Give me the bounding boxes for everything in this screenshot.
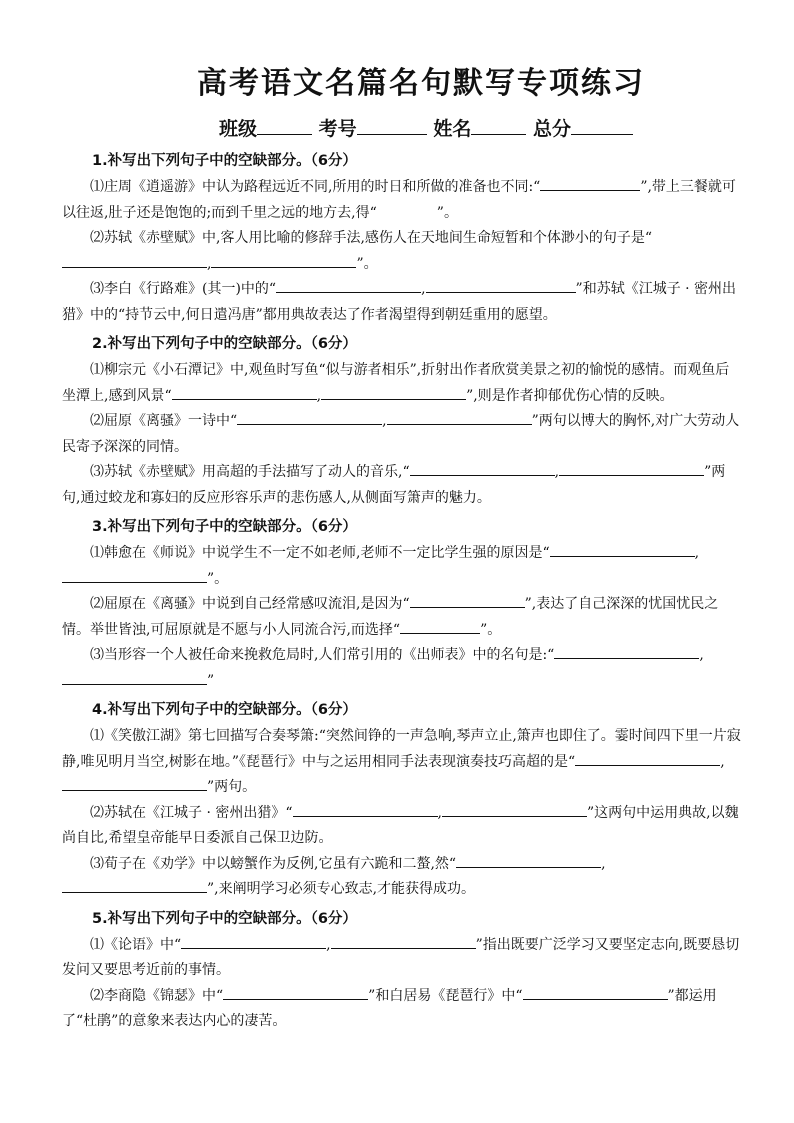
question-1 [62,149,742,328]
answer-blank [540,176,640,191]
answer-blank [575,751,720,766]
class-label: 班级 [219,118,258,140]
item-text: ”,表达了自己深深的忧国忧民之情。举世皆浊,可屈原就是不愿与小人同流合污,而选择“ [62,596,719,638]
answer-blank [387,410,532,425]
item-text: ” [207,672,215,689]
question-item [62,933,742,984]
question-heading: 3.补写出下列句子中的空缺部分。（6分） [92,519,357,535]
answer-blank [181,934,326,949]
item-text: ⑵苏轼《赤壁赋》中,客人用比喻的修辞手法,感伤人在天地间生命短暂和个体渺小的句子是“ [90,230,653,246]
class-blank [257,116,312,135]
item-text: , [316,387,322,404]
score-blank [571,116,633,135]
question-item [62,984,742,1035]
answer-blank [62,878,207,893]
answer-blank [237,410,382,425]
worksheet-page [62,58,742,1035]
item-text: , [382,413,387,429]
answer-blank [321,385,466,400]
question-heading: 1.补写出下列句子中的空缺部分。（6分） [92,153,357,169]
item-text: ”这两句中运用典故,以魏尚自比,希望皇帝能早日委派自己保卫边防。 [62,804,739,846]
answer-blank [293,802,438,817]
question-item [62,801,742,852]
answer-blank [223,985,368,1000]
answer-blank [377,203,437,217]
item-text: ”,带上三餐就可以往返,肚子还是饱饱的;而到千里之远的地方去,得“ [62,179,736,221]
item-text: ⑴柳宗元《小石潭记》中,观鱼时写鱼“似与游者相乐”,折射出作者欣赏美景之初的愉悦的感情。而观鱼后坐潭上,感到风景“ [62,362,730,404]
question-item [62,460,742,511]
answer-blank [550,542,695,557]
answer-blank [62,568,207,583]
item-text: , [554,464,560,480]
answer-blank [62,253,207,268]
answer-blank [62,670,207,685]
score-label: 总分 [532,118,571,140]
question-heading: 5.补写出下列句子中的空缺部分。（6分） [92,910,357,927]
item-text: ⑴《笑傲江湖》第七回描写合奏琴箫:“突然间铮的一声急响,琴声立止,箫声也即住了。霎时间四下里一片寂静,唯见明月当空,树影在地。”《琵琶行》中与之运用相同手法表现演奏技巧高超的是“ [62,728,741,770]
number-blank [357,116,427,135]
question-item [62,643,742,694]
item-text: , [437,804,442,821]
item-text: ⑶苏轼《赤壁赋》用高超的手法描写了动人的音乐,“ [90,464,410,480]
item-text: ”,则是作者抑郁优伤心情的反映。 [466,387,674,404]
item-text: ”两句。 [207,779,257,795]
item-text: ”和白居易《琵琶行》中“ [368,987,523,1004]
question-item [62,409,742,460]
item-text: ”指出既要广泛学习又要坚定志向,既要恳切发问又要思考近前的事情。 [62,936,740,978]
answer-blank [559,461,704,476]
answer-blank [331,934,476,949]
answer-blank [211,253,356,268]
answer-blank [400,619,480,634]
item-text: ⑵李商隐《锦瑟》中“ [90,987,224,1004]
answer-blank [410,593,525,608]
question-heading: 2.补写出下列句子中的空缺部分。（6分） [92,336,357,352]
student-info-line [110,114,742,141]
item-text: ”两句,通过蛟龙和寡妇的反应形容乐声的悲伤感人,从侧面写箫声的魅力。 [62,464,726,506]
item-text: ⑵苏轼在《江城子 · 密州出猎》“ [90,804,293,821]
worksheet-title: 高考语文名篇名句默写专项练习 [197,66,645,101]
answer-blank [410,461,555,476]
item-text: ⑶李白《行路难》(其一)中的“ [90,281,277,297]
item-text: ”两句以博大的胸怀,对广大劳动人民寄予深深的同情。 [62,413,740,455]
question-item [62,592,742,643]
answer-blank [442,802,587,817]
question-item [62,724,742,801]
question-2 [62,332,742,511]
name-label: 姓名 [433,118,472,140]
item-text: ”。 [207,570,229,587]
question-heading: 4.补写出下列句子中的空缺部分。（6分） [92,702,357,718]
item-text: ”。 [480,621,502,638]
item-text: , [207,255,212,272]
question-item [62,541,742,592]
question-5 [62,907,742,1035]
name-blank [471,116,526,135]
item-text: ”,来阐明学习必须专心致志,才能获得成功。 [207,881,476,897]
question-item [62,358,742,409]
item-text: ”。 [356,255,378,272]
answer-blank [62,776,207,791]
answer-blank [523,985,668,1000]
question-item [62,226,742,277]
question-4 [62,698,742,903]
question-item [62,277,742,328]
item-text: ”和苏轼《江城子 · 密州出猎》中的“持节云中,何日遣冯唐”都用典故表达了作者渴望得到朝廷重用的愿望。 [62,281,737,323]
item-text: ⑶当形容一个人被任命来挽救危局时,人们常引用的《出师表》中的名句是:“ [90,647,555,663]
answer-blank [276,278,421,293]
item-text: ⑴韩愈在《师说》中说学生不一定不如老师,老师不一定比学生强的原因是“ [90,545,550,561]
item-text: ⑴《论语》中“ [90,936,182,953]
item-text: ⑵屈原《离骚》一诗中“ [90,413,238,429]
item-text: ⑴庄周《逍遥游》中认为路程远近不同,所用的时日和所做的准备也不同:“ [90,179,541,195]
item-text: , [421,281,426,297]
item-text: , [601,855,606,872]
answer-blank [172,385,317,400]
item-text: ⑵屈原在《离骚》中说到自己经常感叹流泪,是因为“ [90,596,410,612]
question-3 [62,515,742,694]
item-text: ”。 [436,204,458,221]
question-item [62,175,742,226]
number-label: 考号 [318,118,357,140]
item-text: ⑶荀子在《劝学》中以螃蟹作为反例,它虽有六跪和二螯,然“ [90,855,457,872]
answer-blank [554,644,699,659]
item-text: , [694,545,700,561]
item-text: , [326,936,331,953]
answer-blank [426,278,576,293]
answer-blank [456,853,601,868]
item-text: , [720,753,725,770]
item-text: , [699,647,704,663]
item-text: ”都运用了“杜鹃”的意象来表达内心的凄苦。 [62,987,717,1029]
question-item [62,852,742,903]
